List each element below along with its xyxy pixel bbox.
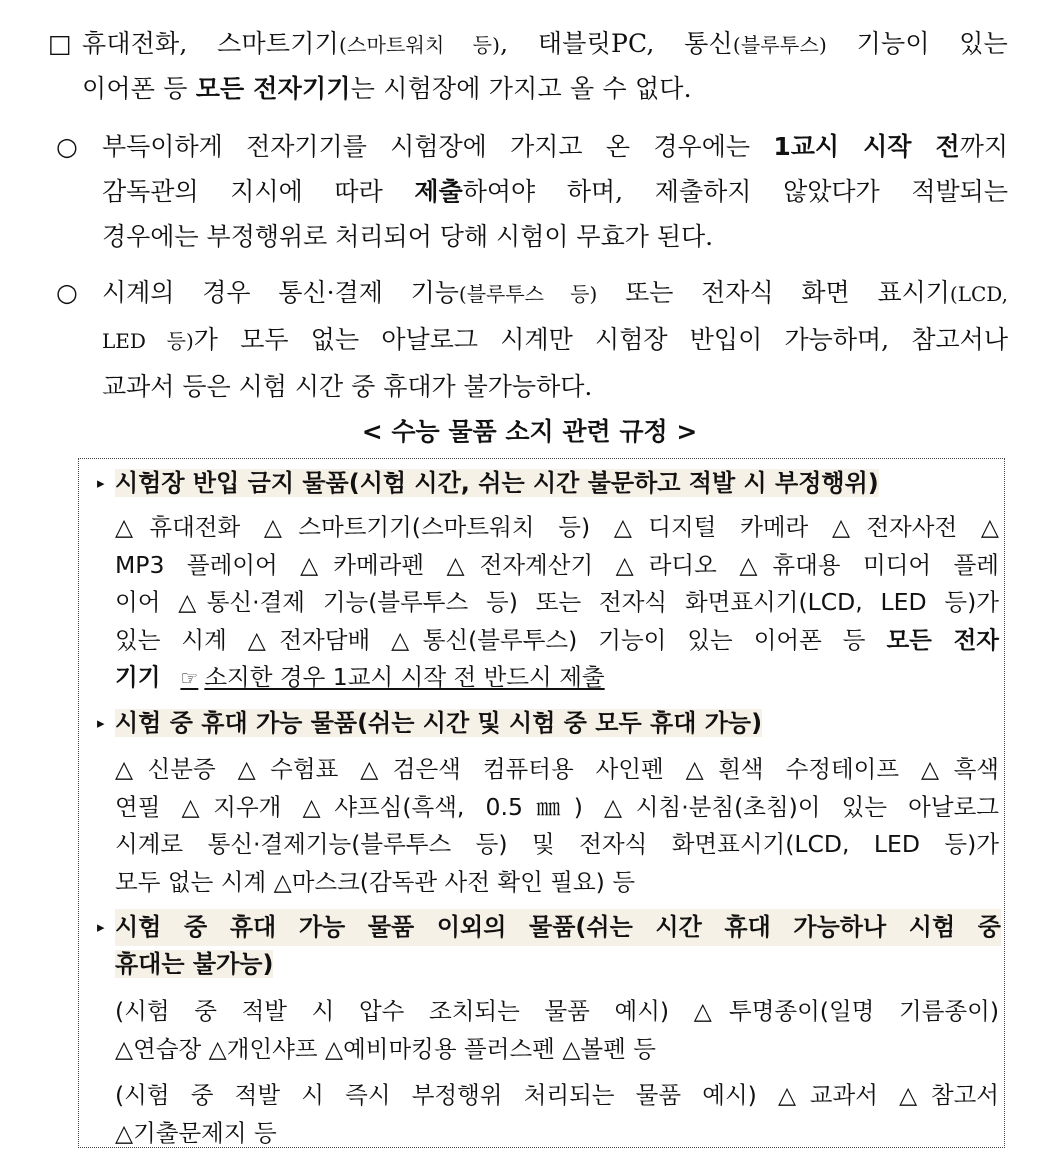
body-line: △연습장 △개인샤프 △예비마킹용 플러스펜 △볼펜 등 xyxy=(115,1034,656,1063)
body-line: MP3 플레이어 △카메라펜 △전자계산기 △라디오 △휴대용 미디어 플레 xyxy=(115,550,999,579)
rule-text: 는 시험장에 가지고 올 수 없다. xyxy=(350,74,692,103)
body-line xyxy=(115,622,999,660)
body-line: 연필 △지우개 △샤프심(흑색, 0.5㎜) △시침·분침(초침)이 있는 아날로그 xyxy=(115,792,999,821)
body-line: (시험 중 적발 시 즉시 부정행위 처리되는 물품 예시) △교과서 △참고서 xyxy=(115,1081,999,1109)
section-title-line: 시험 중 휴대 가능 물품 이외의 물품(쉬는 시간 휴대 가능하나 시험 중 xyxy=(115,909,1001,946)
section-body-other-confiscate xyxy=(115,993,999,1068)
body-emphasis: 모든 전자 xyxy=(886,625,999,654)
bullet-line xyxy=(102,214,1008,259)
body-emphasis: 기기 xyxy=(115,663,161,691)
bullet-text: 시계의 경우 통신·결제 기능 xyxy=(102,278,459,307)
bullet-note: (LCD, xyxy=(949,282,1008,306)
rule-text: 기능이 있는 xyxy=(826,29,1009,58)
rule-emphasis: 모든 전자기기 xyxy=(195,74,351,103)
body-line: △휴대전화 △스마트기기(스마트워치 등) △디지털 카메라 △전자사전 △ xyxy=(115,513,999,541)
triangle-bullet-icon: ▸ xyxy=(97,474,105,492)
bullet-text: 교과서 등은 시험 시간 중 휴대가 불가능하다. xyxy=(102,372,593,401)
section-title-prohibited xyxy=(97,465,1001,502)
circle-bullet-icon: ○ xyxy=(56,132,78,161)
main-rule-line-2 xyxy=(48,67,1008,111)
bullet-electronic-submit xyxy=(56,124,1008,259)
bullet-line xyxy=(102,270,1008,317)
bullet-text: 감독관의 지시에 따라 xyxy=(102,177,415,206)
circle-bullet-icon: ○ xyxy=(56,278,78,307)
section-title-text: 시험 중 휴대 가능 물품(쉬는 시간 및 시험 중 모두 휴대 가능) xyxy=(115,709,763,737)
section-title-text: 시험장 반입 금지 물품(시험 시간, 쉬는 시간 불문하고 적발 시 부정행위) xyxy=(115,469,879,497)
bullet-note: (블루투스 등) xyxy=(458,282,598,306)
bullet-text: 가 모두 없는 아날로그 시계만 시험장 반입이 가능하며, 참고서나 xyxy=(193,325,1008,354)
triangle-bullet-icon: ▸ xyxy=(97,714,105,732)
bullet-line xyxy=(102,169,1008,214)
bullet-emphasis: 제출 xyxy=(414,177,463,206)
body-line: △신분증 △수험표 △검은색 컴퓨터용 사인펜 △흰색 수정테이프 △흑색 xyxy=(115,755,999,783)
section-title-other xyxy=(97,909,1001,983)
bullet-watch-rule xyxy=(56,270,1008,409)
body-text: 있는 시계 △전자담배 △통신(블루투스) 기능이 있는 이어폰 등 xyxy=(115,625,887,654)
body-line: (시험 중 적발 시 압수 조치되는 물품 예시) △투명종이(일명 기름종이) xyxy=(115,997,999,1025)
bullet-text: 경우에는 부정행위로 처리되어 당해 시험이 무효가 된다. xyxy=(102,222,714,251)
body-underlined-text: 소지한 경우 1교시 시작 전 반드시 제출 xyxy=(204,663,605,691)
bullet-note: LED 등) xyxy=(102,329,194,353)
rule-note: (스마트워치 등) xyxy=(338,33,501,57)
body-line: 이어 △통신·결제 기능(블루투스 등) 또는 전자식 화면표시기(LCD, LED 등)가 xyxy=(115,588,999,616)
rule-text: 이어폰 등 xyxy=(82,74,196,103)
body-line: △기출문제지 등 xyxy=(115,1118,277,1147)
bullet-text: 또는 전자식 화면 표시기 xyxy=(597,278,950,307)
body-line xyxy=(115,659,999,698)
regulation-heading: < 수능 물품 소지 관련 규정 > xyxy=(361,417,698,446)
rule-text: 휴대전화, 스마트기기 xyxy=(82,29,339,58)
bullet-line xyxy=(102,364,1008,409)
section-title-text: 휴대는 불가능) xyxy=(115,950,274,978)
rule-text: , 태블릿PC, 통신 xyxy=(500,29,733,58)
pointing-hand-icon: ☞ xyxy=(180,666,199,690)
bullet-text: 부득이하게 전자기기를 시험장에 가지고 온 경우에는 xyxy=(102,132,774,161)
rule-note: (블루투스) xyxy=(732,33,827,57)
main-rule xyxy=(48,22,1008,111)
regulation-box xyxy=(78,458,1005,1148)
triangle-bullet-icon: ▸ xyxy=(97,918,105,936)
body-line: 시계로 통신·결제기능(블루투스 등) 및 전자식 화면표시기(LCD, LED 등)가 xyxy=(115,830,999,858)
checkbox-square-icon: □ xyxy=(48,29,72,58)
section-body-other-misconduct xyxy=(115,1077,999,1152)
section-body-prohibited xyxy=(115,509,999,698)
section-title-line xyxy=(115,946,1001,983)
body-line: 모두 없는 시계 △마스크(감독관 사전 확인 필요) 등 xyxy=(115,867,636,896)
section-body-allowed xyxy=(115,751,999,901)
bullet-emphasis: 1교시 시작 전 xyxy=(773,132,960,161)
bullet-line xyxy=(102,317,1008,364)
bullet-text: 까지 xyxy=(959,132,1008,161)
bullet-line xyxy=(102,124,1008,169)
bullet-text: 하여야 하며, 제출하지 않았다가 적발되는 xyxy=(462,177,1008,206)
main-rule-line-1 xyxy=(48,22,1008,67)
section-title-allowed xyxy=(97,705,1001,742)
